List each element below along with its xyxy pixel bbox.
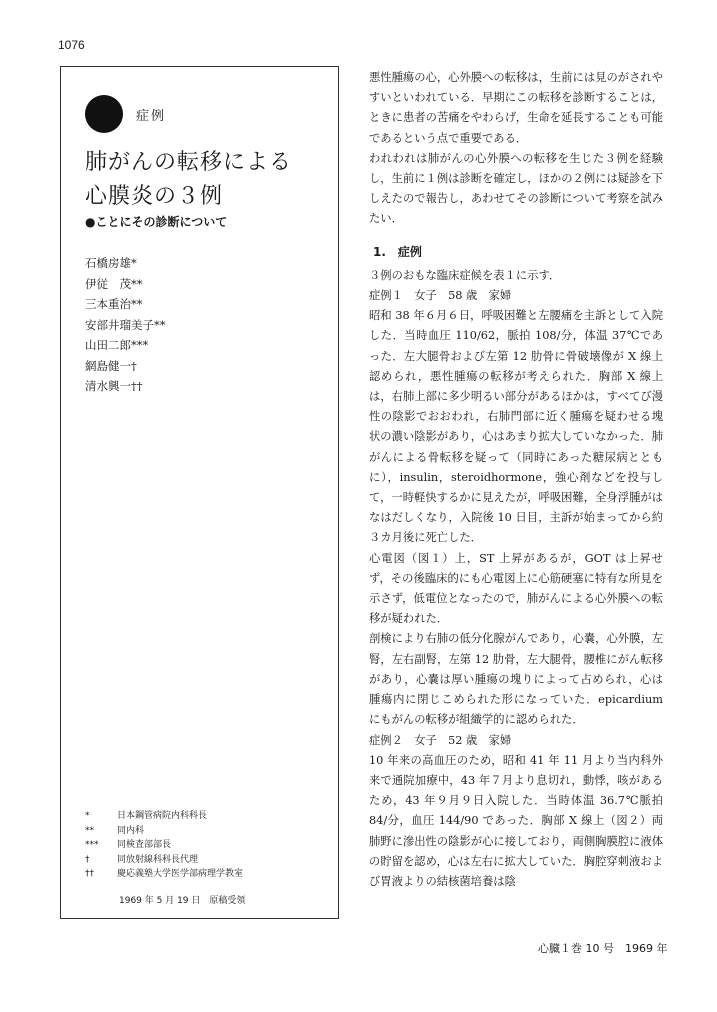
author-list	[85, 253, 166, 397]
article-category: 症例	[136, 109, 167, 124]
footnote-text: 慶応義塾大学医学部病理学教室	[117, 869, 244, 879]
footnote-mark: †	[85, 854, 90, 865]
section-heading: 1. 症例	[373, 244, 422, 259]
journal-footer: 心臓１巻 10 号 1969 年	[538, 942, 668, 955]
footnote-text: 同検査部部長	[117, 840, 172, 850]
author: 清水興一††	[85, 379, 143, 393]
footnote-mark: *	[85, 811, 90, 821]
affiliation-footnotes	[85, 809, 243, 882]
case-heading: 症例１ 女子 58 歳 家婦	[369, 289, 512, 303]
intro-paragraph: われわれは肺がんの心外膜への転移を生じた３例を経験し，生前に１例は診断を確定し，ほかの２例には疑診を下しえたので報告し，あわせてその診断について考察を試みたい．	[369, 151, 663, 226]
footnote	[85, 809, 243, 824]
footnote-mark: ***	[85, 840, 99, 850]
footnote	[85, 824, 243, 839]
section-bullet-icon	[85, 95, 123, 133]
author: 石橋房雄*	[85, 256, 137, 270]
page-number: 1076	[58, 38, 85, 52]
author: 安部井瑠美子**	[85, 317, 166, 332]
intro-paragraph: 悪性腫瘍の心，心外膜への転移は，生前には見のがされやすいといわれている．早期にこの転移を診断することは，ときに患者の苦痛をやわらげ，生命を延長することも可能であるという点で重要である．	[369, 71, 663, 145]
footnote-text: 同内科	[117, 825, 145, 836]
footnote-text: 日本鋼管病院内科科長	[117, 811, 208, 821]
article-title-line1: 肺がんの転移による	[85, 150, 293, 175]
footnote-text: 同放射線科科長代理	[117, 854, 199, 865]
body-paragraph: 剖検により右肺の低分化腺がんであり，心嚢，心外膜，左腎，左右副腎，左第 12 肋骨，左大腿骨，腰椎にがん転移があり，心嚢は厚い腫瘍の塊りによって占められ，心は腫瘍内に閉じこめられた形になっていた．epicardium にもがんの転移が組織学的に認められた．	[369, 632, 663, 727]
author: 網島健一†	[85, 358, 137, 373]
article-body	[369, 68, 663, 892]
author: 山田二郎***	[85, 338, 149, 352]
footnote	[85, 838, 243, 853]
footnote	[85, 853, 243, 868]
article-subtitle: ●ことにその診断について	[85, 215, 228, 229]
author: 伊従 茂**	[85, 276, 143, 291]
footnote	[85, 867, 243, 882]
article-title-line2: 心膜炎の３例	[85, 184, 224, 209]
body-paragraph: 10 年来の高血圧のため，昭和 41 年 11 月より当内科外来で通院加療中，43 年７月より息切れ，動悸，咳があるため，43 年９月９日入院した．当時体温 36.7℃脈拍 84/分，血圧 144/90 であった．胸部 X 線上（図２）両肺野に滲出性の陰影が心に接しており，両側胸膜腔に液体の貯留を認め，心は左右に拡大していた．胸腔穿刺液および胃液よりの結核菌培養は陰	[369, 753, 663, 888]
body-paragraph: ３例のおもな臨床症候を表１に示す．	[369, 268, 561, 282]
article-title-panel	[60, 66, 339, 919]
footnote-mark: ††	[85, 869, 94, 879]
author: 三本重治**	[85, 297, 143, 311]
case-heading: 症例２ 女子 52 歳 家婦	[369, 733, 512, 747]
footnote-mark: **	[85, 825, 94, 836]
body-paragraph: 昭和 38 年６月６日，呼吸困難と左腰痛を主訴として入院した．当時血圧 110/62，脈拍 108/分，体温 37℃であった．左大腿骨および左第 12 肋骨に骨破壊像が X 線上認められ，悪性腫瘍の転移が考えられた．胸部 X 線上は，右肺上部に多少明るい部分があるほかは，すべてび漫性の陰影でおおわれ，右肺門部に近く腫瘍を疑わせる塊状の濃い陰影があり，心はあまり拡大していなかった．肺がんによる骨転移を疑って（同時にあった糖尿病とともに），insulin，steroidhormone，強心剤などを投与して，一時軽快するかに見えたが，呼吸困難，全身浮腫がはなはだしくなり，入院後 10 日目，主訴が始まってから約３カ月後に死亡した．	[369, 309, 663, 545]
body-paragraph: 心電図（図１）上，ST 上昇があるが，GOT は上昇せず，その後臨床的にも心電図上に心筋硬塞に特有な所見を示さず，低電位となったので，肺がんによる心外膜への転移が疑われた．	[369, 551, 663, 626]
received-date: 1969 年 5 月 19 日 原稿受領	[119, 896, 246, 906]
